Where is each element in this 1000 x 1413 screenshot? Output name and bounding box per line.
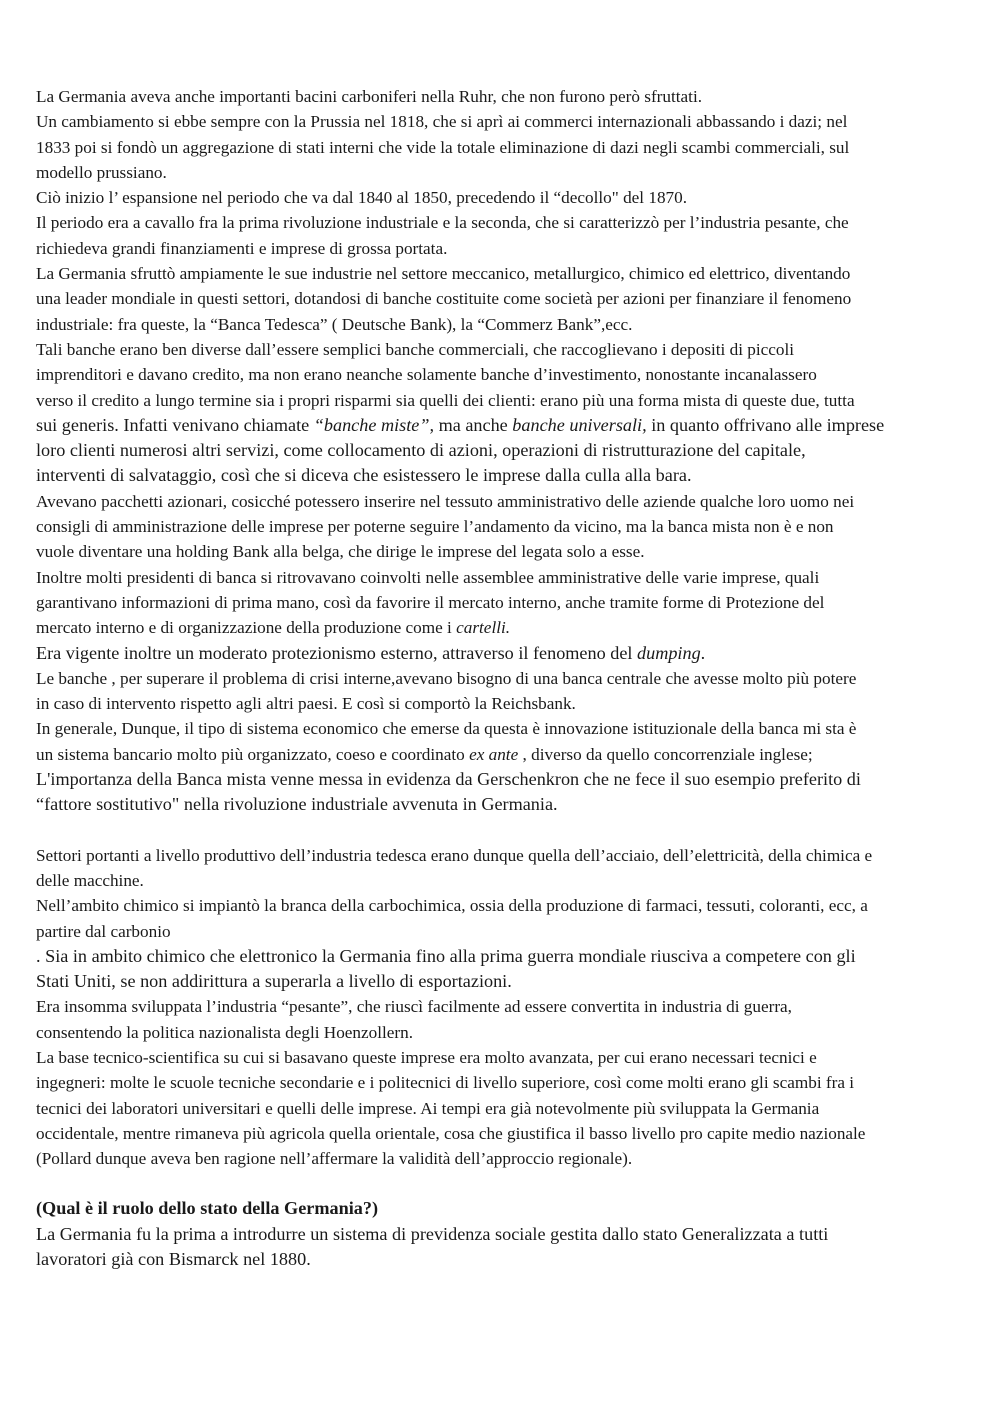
text-line: vuole diventare una holding Bank alla belga, che dirige le imprese del legata solo a esse.: [36, 542, 645, 562]
text-run: un sistema bancario molto più organizzato, coeso e coordinato: [36, 744, 470, 764]
text-line: [36, 413, 966, 438]
text-line: lavoratori già con Bismarck nel 1880.: [36, 1249, 311, 1270]
italic-term: dumping: [637, 642, 701, 663]
text-line: [36, 641, 966, 666]
italic-term: “banche miste”,: [313, 414, 435, 435]
text-line: Le banche , per superare il problema di crisi interne,avevano bisogno di una banca centrale che avesse molto più potere: [36, 668, 857, 688]
text-line: Stati Uniti, se non addirittura a superarla a livello di esportazioni.: [36, 971, 512, 992]
text-line: delle macchine.: [36, 870, 144, 890]
text-line: Il periodo era a cavallo fra la prima rivoluzione industriale e la seconda, che si caratterizzò per l’industria pesante, che: [36, 213, 849, 233]
paragraph-gap: [36, 818, 966, 843]
text-line: modello prussiano.: [36, 162, 167, 182]
text-line: Un cambiamento si ebbe sempre con la Prussia nel 1818, che si aprì ai commerci internazionali abbassando i dazi; nel: [36, 112, 848, 132]
text-run: .: [700, 642, 706, 663]
text-line: tecnici dei laboratori universitari e quelli delle imprese. Ai tempi era già notevolmente più sviluppata la Germania: [36, 1098, 820, 1118]
section-question-heading: (Qual è il ruolo dello stato della Germania?): [36, 1198, 379, 1219]
document-page: [36, 84, 966, 1272]
text-line: [36, 615, 966, 640]
italic-term: banche universali,: [512, 414, 647, 435]
paragraph-gap: [36, 1171, 966, 1196]
text-line: una leader mondiale in questi settori, dotandosi di banche costituite come società per azioni per finanziare il fenomeno: [36, 289, 852, 309]
text-line: L'importanza della Banca mista venne messa in evidenza da Gerschenkron che ne fece il suo esempio preferito di: [36, 769, 861, 790]
text-line: partire dal carbonio: [36, 921, 171, 941]
text-line: verso il credito a lungo termine sia i propri risparmi sia quelli dei clienti: erano più una forma mista di queste due, tutta: [36, 390, 855, 410]
text-line: industriale: fra queste, la “Banca Tedesca” ( Deutsche Bank), la “Commerz Bank”,ecc.: [36, 314, 633, 334]
text-line: Avevano pacchetti azionari, cosicché potessero inserire nel tessuto amministrativo delle aziende qualche loro uomo nei: [36, 491, 855, 511]
text-line: . Sia in ambito chimico che elettronico la Germania fino alla prima guerra mondiale riusciva a competere con gli: [36, 945, 856, 966]
text-line: (Pollard dunque aveva ben ragione nell’affermare la validità dell’approccio regionale).: [36, 1149, 633, 1169]
text-run: ma anche: [434, 414, 513, 435]
italic-term: cartelli.: [456, 618, 511, 638]
text-run: mercato interno e di organizzazione della produzione come i: [36, 618, 457, 638]
italic-term: ex ante: [469, 744, 519, 764]
text-line: Nell’ambito chimico si impiantò la branca della carbochimica, ossia della produzione di farmaci, tessuti, coloranti, ecc, a: [36, 896, 868, 916]
text-line: La base tecnico-scientifica su cui si basavano queste imprese era molto avanzata, per cui erano necessari tecnici e: [36, 1047, 817, 1067]
text-line: La Germania aveva anche importanti bacini carboniferi nella Ruhr, che non furono però sfruttati.: [36, 87, 703, 106]
text-line: richiedeva grandi finanziamenti e imprese di grossa portata.: [36, 238, 448, 258]
text-run: , diverso da quello concorrenziale inglese;: [518, 744, 813, 764]
text-line: Ciò inizio l’ espansione nel periodo che va dal 1840 al 1850, precedendo il “decollo" del 1870.: [36, 188, 688, 208]
text-line: 1833 poi si fondò un aggregazione di stati interni che vide la totale eliminazione di dazi negli scambi commerciali, sul: [36, 137, 850, 157]
text-line: garantivano informazioni di prima mano, così da favorire il mercato interno, anche tramite forme di Protezione del: [36, 592, 825, 612]
text-line: In generale, Dunque, il tipo di sistema economico che emerse da questa è innovazione istituzionale della banca mi sta è: [36, 719, 857, 739]
text-line: in caso di intervento rispetto agli altri paesi. E così si comportò la Reichsbank.: [36, 694, 576, 714]
text-line: consigli di amministrazione delle imprese per poterne seguire l’andamento da vicino, ma la banca mista non è e non: [36, 517, 834, 537]
text-line: La Germania sfruttò ampiamente le sue industrie nel settore meccanico, metallurgico, chimico ed elettrico, diventando: [36, 264, 851, 284]
text-run: in quanto offrivano alle imprese: [646, 414, 885, 435]
text-line: interventi di salvataggio, così che si diceva che esistessero le imprese dalla culla alla bara.: [36, 465, 692, 486]
text-run: Era vigente inoltre un moderato protezionismo esterno, attraverso il fenomeno del: [36, 642, 638, 663]
text-line: ingegneri: molte le scuole tecniche secondarie e i politecnici di livello superiore, così come molti erano gli scambi fra i: [36, 1073, 855, 1093]
text-line: occidentale, mentre rimaneva più agricola quella orientale, cosa che giustifica il basso livello pro capite medio nazionale: [36, 1123, 866, 1143]
text-line: Tali banche erano ben diverse dall’essere semplici banche commerciali, che raccoglievano i depositi di piccoli: [36, 339, 795, 359]
text-line: “fattore sostitutivo" nella rivoluzione industriale avvenuta in Germania.: [36, 794, 558, 815]
text-line: Settori portanti a livello produttivo dell’industria tedesca erano dunque quella dell’acciaio, dell’elettricità, della chimica e: [36, 845, 873, 865]
text-line: La Germania fu la prima a introdurre un sistema di previdenza sociale gestita dallo stato Generalizzata a tutti: [36, 1223, 829, 1244]
text-line: Era insomma sviluppata l’industria “pesante”, che riuscì facilmente ad essere convertita in industria di guerra,: [36, 997, 792, 1017]
text-line: imprenditori e davano credito, ma non erano neanche solamente banche d’investimento, nonostante incanalassero: [36, 365, 817, 385]
text-line: [36, 742, 966, 767]
text-line: loro clienti numerosi altri servizi, come collocamento di azioni, operazioni di ristrutturazione del capitale,: [36, 440, 806, 461]
text-line: consentendo la politica nazionalista degli Hoenzollern.: [36, 1022, 414, 1042]
text-line: Inoltre molti presidenti di banca si ritrovavano coinvolti nelle assemblee amministrative delle varie imprese, quali: [36, 567, 820, 587]
text-run: sui generis. Infatti venivano chiamate: [36, 414, 314, 435]
